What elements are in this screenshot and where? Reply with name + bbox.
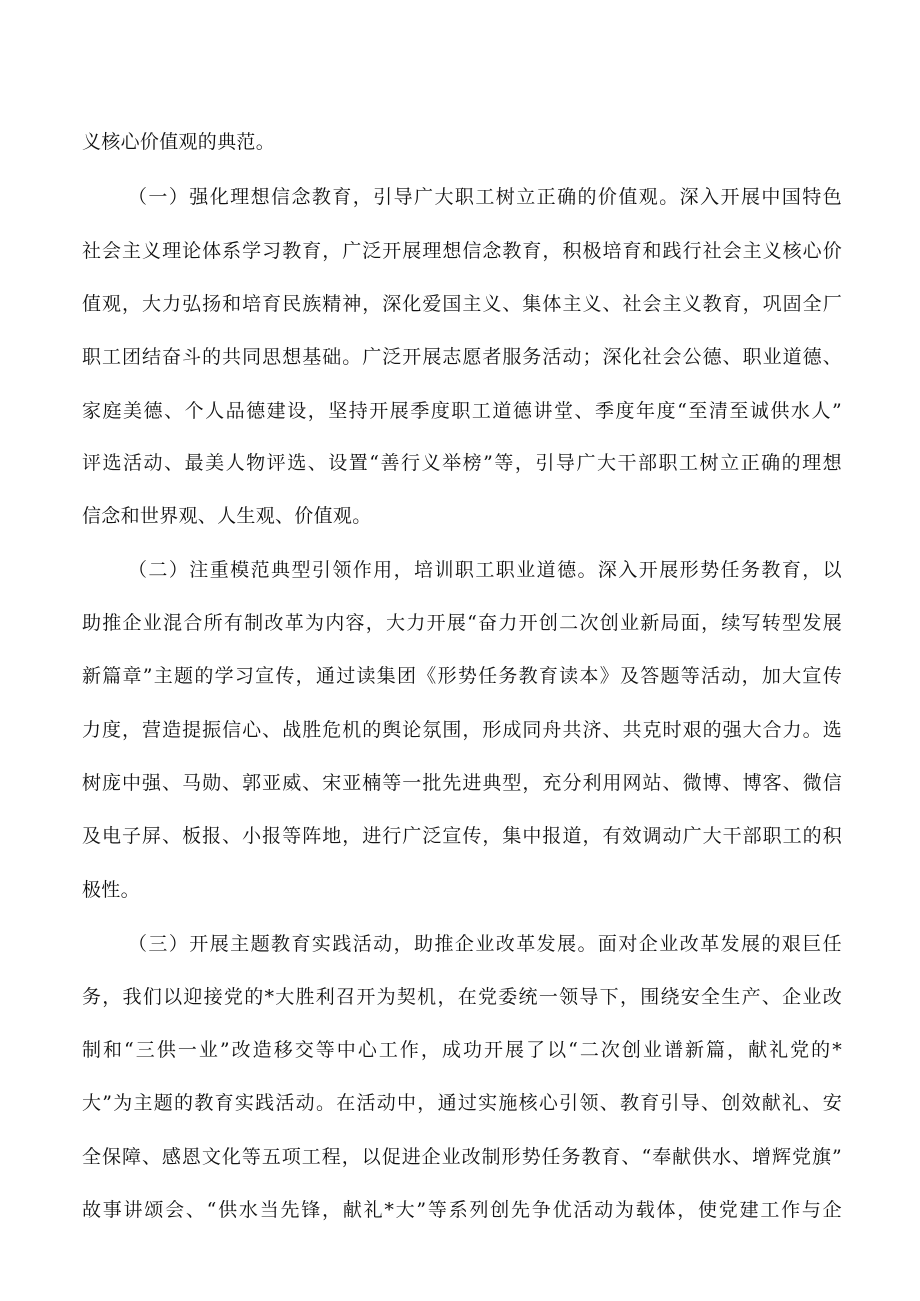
paragraph-2-line-7: 极性。 <box>82 879 140 901</box>
paragraph-2-line-6: 及电子屏、板报、小报等阵地，进行广泛宣传，集中报道，有效调动广大干部职工的积 <box>82 825 842 847</box>
paragraph-2-line-2: 助推企业混合所有制改革为内容，大力开展“奋力开创二次创业新局面，续写转型发展 <box>82 612 842 634</box>
paragraph-3-line-3: 制和“三供一业”改造移交等中心工作，成功开展了以“二次创业谱新篇，献礼党的* <box>82 1039 842 1061</box>
paragraph-3-line-6: 故事讲颂会、“供水当先锋，献礼*大”等系列创先争优活动为载体，使党建工作与企 <box>82 1199 842 1221</box>
paragraph-2-line-5: 树庞中强、马勋、郭亚威、宋亚楠等一批先进典型，充分利用网站、微博、博客、微信 <box>82 772 842 794</box>
paragraph-2-line-3: 新篇章”主题的学习宣传，通过读集团《形势任务教育读本》及答题等活动，加大宣传 <box>82 665 842 687</box>
paragraph-2-line-4: 力度，营造提振信心、战胜危机的舆论氛围，形成同舟共济、共克时艰的强大合力。选 <box>82 719 842 741</box>
paragraph-3-line-2: 务，我们以迎接党的*大胜利召开为契机，在党委统一领导下，围绕安全生产、企业改 <box>82 986 842 1008</box>
paragraph-3-line-4: 大”为主题的教育实践活动。在活动中，通过实施核心引领、教育引导、创效献礼、安 <box>82 1092 842 1114</box>
paragraph-2-line-1: （二）注重模范典型引领作用，培训职工职业道德。深入开展形势任务教育，以 <box>128 559 842 581</box>
paragraph-1-line-2: 社会主义理论体系学习教育，广泛开展理想信念教育，积极培育和践行社会主义核心价 <box>82 240 842 262</box>
paragraph-1-line-5: 家庭美德、个人品德建设，坚持开展季度职工道德讲堂、季度年度“至清至诚供水人” <box>82 400 842 422</box>
paragraph-3-line-1: （三）开展主题教育实践活动，助推企业改革发展。面对企业改革发展的艰巨任 <box>128 933 842 955</box>
paragraph-0-line-1: 义核心价值观的典范。 <box>82 131 276 153</box>
paragraph-1-line-4: 职工团结奋斗的共同思想基础。广泛开展志愿者服务活动；深化社会公德、职业道德、 <box>82 346 842 368</box>
paragraph-1-line-1: （一）强化理想信念教育，引导广大职工树立正确的价值观。深入开展中国特色 <box>128 186 842 208</box>
paragraph-1-line-7: 信念和世界观、人生观、价值观。 <box>82 505 372 527</box>
paragraph-1-line-3: 值观，大力弘扬和培育民族精神，深化爱国主义、集体主义、社会主义教育，巩固全厂 <box>82 293 842 315</box>
paragraph-1-line-6: 评选活动、最美人物评选、设置“善行义举榜”等，引导广大干部职工树立正确的理想 <box>82 452 842 474</box>
paragraph-3-line-5: 全保障、感恩文化等五项工程，以促进企业改制形势任务教育、“奉献供水、增辉党旗” <box>82 1146 842 1168</box>
